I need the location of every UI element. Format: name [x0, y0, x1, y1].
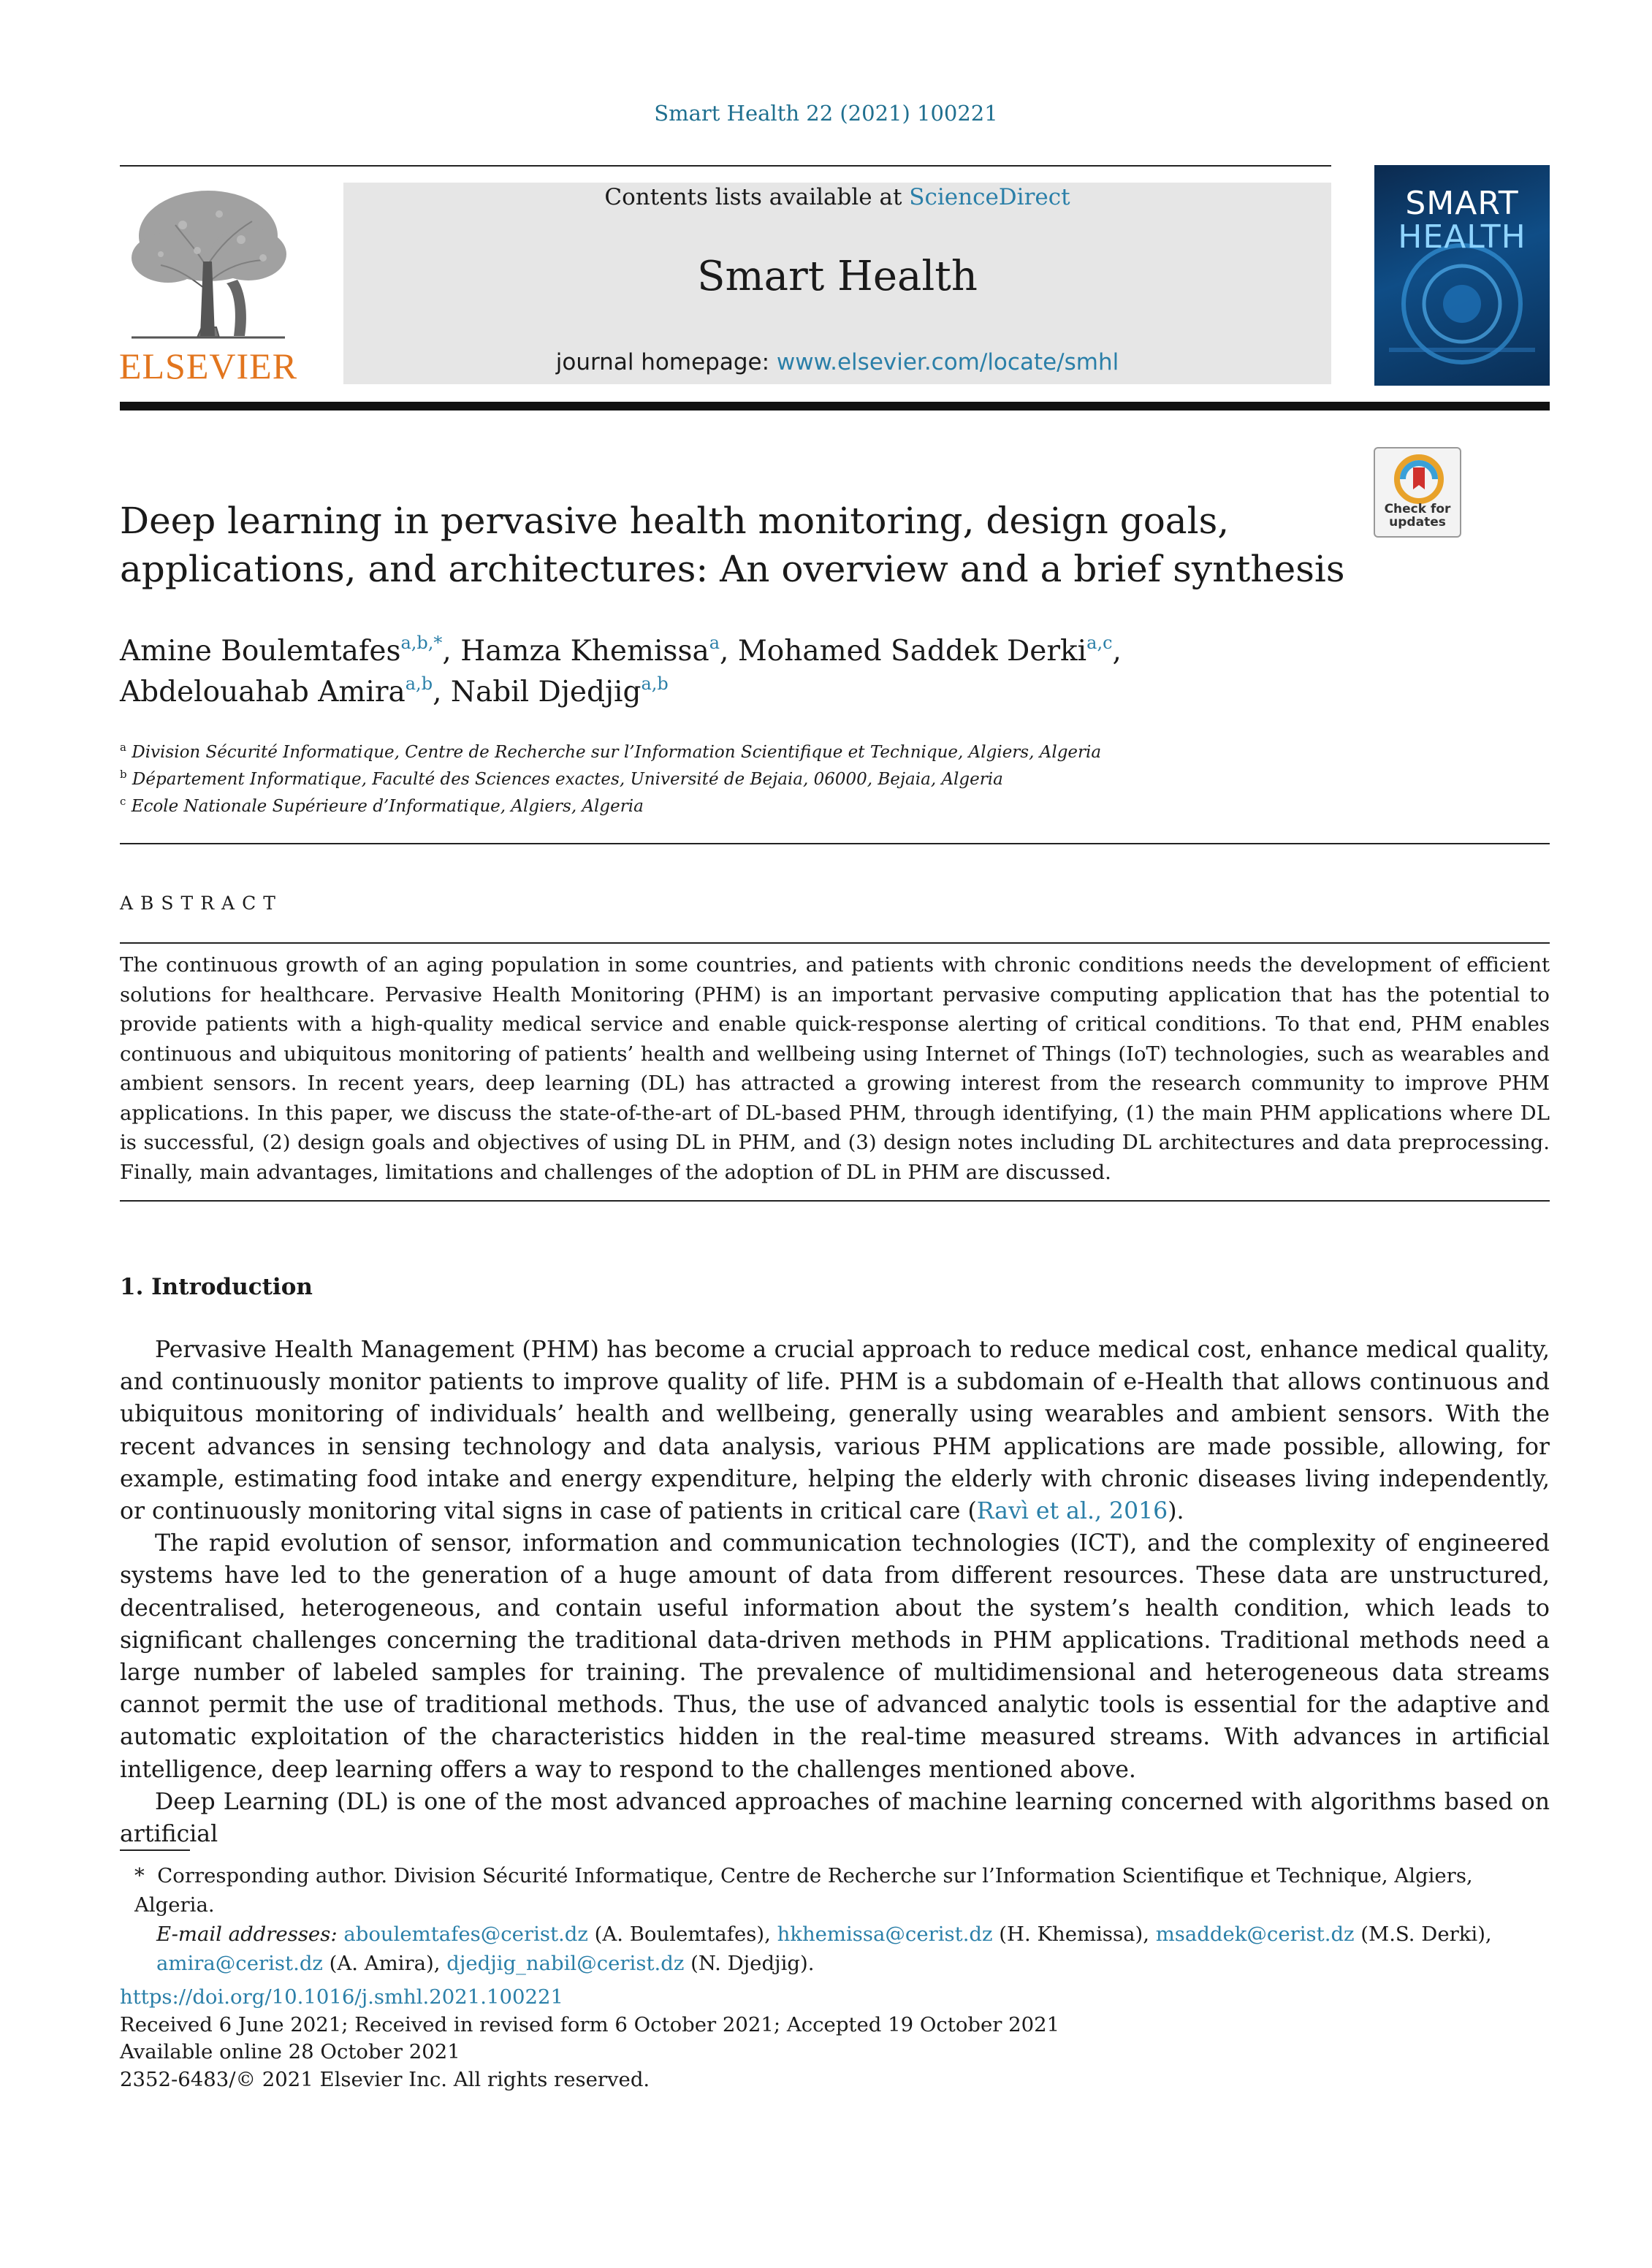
- contents-line: [343, 184, 1331, 210]
- affiliation-list: [120, 739, 1508, 820]
- cover-title-line1: SMART: [1405, 185, 1519, 222]
- abstract-heading: ABSTRACT: [120, 893, 283, 914]
- masthead-thick-rule: [120, 402, 1550, 411]
- author-affiliation-mark[interactable]: a,b: [405, 673, 433, 694]
- paragraph-text: ).: [1168, 1498, 1184, 1525]
- section-heading-introduction: 1. Introduction: [120, 1274, 313, 1300]
- body-text: [120, 1334, 1550, 1850]
- affiliation: [120, 766, 1508, 793]
- email-owner: (N. Djedjig).: [684, 1952, 815, 1975]
- author-name: Hamza Khemissa: [460, 635, 709, 668]
- author-affiliation-mark[interactable]: a: [709, 633, 720, 653]
- title-line1: Deep learning in pervasive health monitoring, design goals,: [120, 500, 1230, 542]
- author-affiliation-mark[interactable]: a,c: [1086, 633, 1113, 653]
- affiliation: [120, 793, 1508, 820]
- affiliation-text: Ecole Nationale Supérieure d’Informatique, Algiers, Algeria: [131, 797, 644, 816]
- paragraph: The rapid evolution of sensor, information and communication technologies (ICT), and the complexity of engineered systems have led to the generation of a huge amount of data from different resources. These data are unstructured, decentralised, heterogeneous, and contain useful information about the system’s health condition, which leads to significant challenges concerning the traditional data-driven methods in PHM applications. Traditional methods need a large number of labeled samples for training. The prevalence of multidimensional and heterogeneous data streams cannot permit the use of traditional methods. Thus, the use of advanced analytic tools is essential for the adaptive and automatic exploitation of the characteristics hidden in the real-time measured streams. With advances in artificial intelligence, deep learning offers a way to respond to the challenges mentioned above.: [120, 1530, 1550, 1783]
- footnote-rule: [120, 1849, 190, 1851]
- publisher-wordmark: ELSEVIER: [118, 345, 298, 386]
- affiliation-mark: b: [120, 768, 127, 781]
- citation-link[interactable]: Ravì et al., 2016: [976, 1498, 1168, 1525]
- author: [450, 673, 669, 709]
- paragraph: [120, 1334, 1550, 1527]
- copyright-line: 2352-6483/© 2021 Elsevier Inc. All rights reserved.: [120, 2067, 650, 2091]
- article-title: [120, 497, 1362, 593]
- check-for-updates-badge[interactable]: [1374, 447, 1461, 538]
- author-name: Mohamed Saddek Derki: [737, 635, 1087, 668]
- author-separator: ,: [433, 676, 451, 709]
- paragraph-text: Pervasive Health Management (PHM) has become a crucial approach to reduce medical cost, enhance medical quality, and continuously monitor patients to improve quality of life. PHM is a subdomain of e-Health that allows continuous and ubiquitous monitoring of individuals’ health and wellbeing, generally using wearables and ambient sensors. With the recent advances in sensing technology and data analysis, various PHM applications are made possible, allowing, for example, estimating food intake and energy expenditure, helping the elderly with chronic diseases living independently, or continuously monitoring vital signs in case of patients in critical care (: [120, 1337, 1550, 1525]
- publication-info: [120, 1984, 1435, 2093]
- journal-masthead: [343, 183, 1331, 384]
- title-line2: applications, and architectures: An overview and a brief synthesis: [120, 548, 1345, 590]
- corresponding-text: Corresponding author. Division Sécurité Informatique, Centre de Recherche sur l’Information Scientifique et Technique, Algiers, Algeria.: [134, 1864, 1473, 1917]
- author: [120, 673, 451, 709]
- affiliation-mark: a: [120, 741, 126, 754]
- cover-title-line2: HEALTH: [1398, 218, 1526, 256]
- abstract-text: The continuous growth of an aging population in some countries, and patients with chronic conditions needs the development of efficient solutions for healthcare. Pervasive Health Monitoring (PHM) is an important pervasive computing application that has the potential to provide patients with a high-quality medical service and enable quick-response alerting of critical conditions. To that end, PHM enables continuous and ubiquitous monitoring of patients’ health and wellbeing using Internet of Things (IoT) technologies, such as wearables and ambient sensors. In recent years, deep learning (DL) has attracted a growing interest from the research community to improve PHM applications. In this paper, we discuss the state-of-the-art of DL-based PHM, through identifying, (1) the main PHM applications where DL is successful, (2) design goals and objectives of using DL in PHM, and (3) design notes including DL architectures and data preprocessing. Finally, main advantages, limitations and challenges of the adoption of DL in PHM are discussed.: [120, 953, 1550, 1184]
- email-link[interactable]: aboulemtafes@cerist.dz: [343, 1923, 588, 1946]
- abstract-bottom-rule: [120, 1200, 1550, 1202]
- author: [738, 635, 1122, 668]
- author-name: Amine Boulemtafes: [120, 635, 401, 668]
- top-rule: [120, 165, 1331, 167]
- homepage-line: [343, 349, 1331, 375]
- cover-title: [1374, 187, 1550, 254]
- author-separator: ,: [720, 635, 738, 668]
- received-dates: Received 6 June 2021; Received in revised form 6 October 2021; Accepted 19 October 2021: [120, 2012, 1060, 2036]
- affiliation-mark: c: [120, 795, 126, 808]
- paragraph: Deep Learning (DL) is one of the most advanced approaches of machine learning concerned with algorithms based on artificial: [120, 1788, 1550, 1848]
- journal-name: Smart Health: [697, 253, 978, 300]
- affiliation: [120, 739, 1508, 766]
- author: [120, 635, 460, 668]
- corresponding-author-note: [120, 1861, 1550, 1920]
- email-owner: (A. Boulemtafes),: [587, 1923, 777, 1946]
- email-link[interactable]: msaddek@cerist.dz: [1155, 1923, 1355, 1946]
- sciencedirect-link[interactable]: ScienceDirect: [909, 184, 1070, 210]
- email-addresses: [120, 1920, 1550, 1978]
- email-owner: (M.S. Derki),: [1354, 1923, 1492, 1946]
- author-affiliation-mark[interactable]: a,b,*: [400, 633, 443, 653]
- author-list: [120, 631, 1508, 713]
- footnote-star: *: [134, 1864, 145, 1887]
- abstract-top-rule: [120, 942, 1550, 944]
- author-name: Nabil Djedjig: [450, 676, 642, 709]
- affiliation-text: Division Sécurité Informatique, Centre de Recherche sur l’Information Scientifique et Technique, Algiers, Algeria: [132, 743, 1102, 762]
- email-label: E-mail addresses:: [156, 1923, 338, 1946]
- badge-line2: updates: [1389, 515, 1446, 530]
- check-for-updates-icon: [1375, 451, 1463, 510]
- homepage-link[interactable]: www.elsevier.com/locate/smhl: [776, 349, 1119, 375]
- email-link[interactable]: hkhemissa@cerist.dz: [777, 1923, 993, 1946]
- author-affiliation-mark[interactable]: a,b: [641, 673, 669, 694]
- doi-link[interactable]: https://doi.org/10.1016/j.smhl.2021.100221: [120, 1985, 563, 2009]
- email-link[interactable]: amira@cerist.dz: [156, 1952, 323, 1975]
- author: [460, 635, 738, 668]
- journal-cover[interactable]: [1374, 165, 1550, 386]
- running-head[interactable]: Smart Health 22 (2021) 100221: [654, 101, 998, 126]
- contents-prefix: Contents lists available at: [604, 184, 910, 210]
- email-link[interactable]: djedjig_nabil@cerist.dz: [446, 1952, 685, 1975]
- badge-label: [1375, 503, 1460, 529]
- author-separator: ,: [442, 635, 461, 668]
- footnote: [120, 1861, 1550, 1978]
- email-owner: (A. Amira),: [322, 1952, 447, 1975]
- affiliation-text: Département Informatique, Faculté des Sciences exactes, Université de Bejaia, 06000, Bejaia, Algeria: [132, 770, 1003, 789]
- badge-line1: Check for: [1384, 502, 1451, 516]
- email-owner: (H. Khemissa),: [992, 1923, 1156, 1946]
- affiliation-rule: [120, 843, 1550, 844]
- homepage-prefix: journal homepage:: [555, 349, 777, 375]
- author-name: Abdelouahab Amira: [120, 676, 406, 709]
- online-date: Available online 28 October 2021: [120, 2040, 460, 2063]
- author-separator: ,: [1112, 635, 1122, 668]
